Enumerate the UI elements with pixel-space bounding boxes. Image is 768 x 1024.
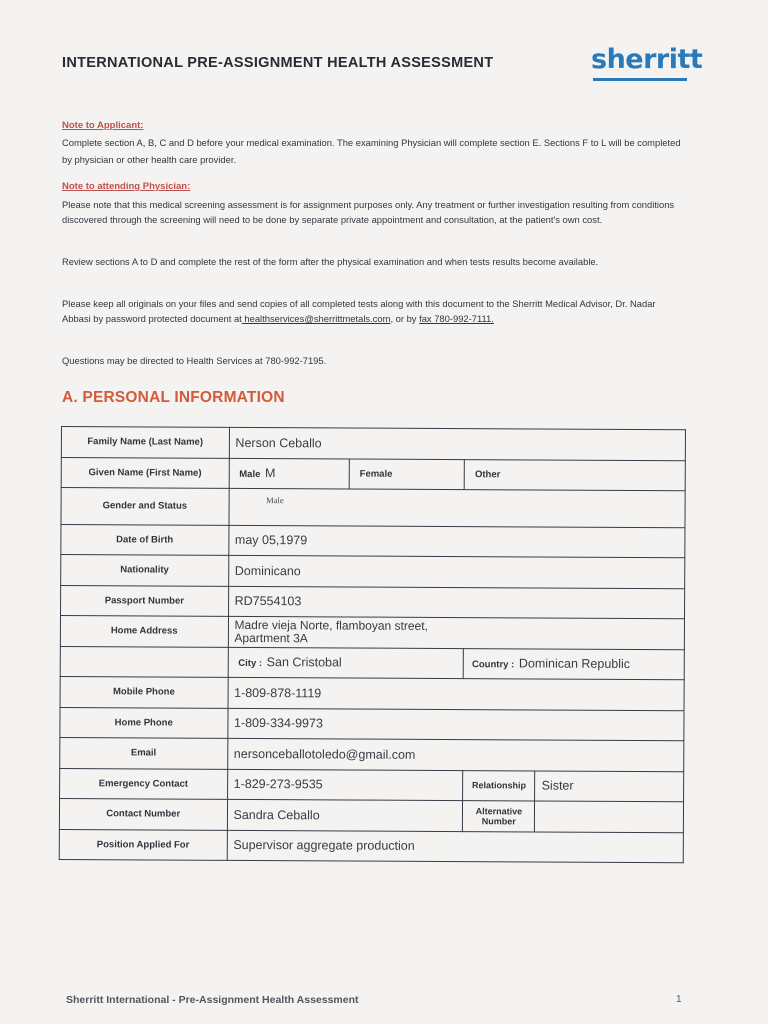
city-label: City : <box>238 658 263 670</box>
country-field[interactable] <box>463 648 684 680</box>
section-a-heading: A. PERSONAL INFORMATION <box>62 389 285 406</box>
table-row <box>60 676 684 710</box>
alternative-number-value <box>535 809 541 823</box>
emergency-contact-value: 1-829-273-9535 <box>233 777 323 792</box>
table-row <box>61 555 685 589</box>
sherritt-logo: sherritt <box>591 44 703 75</box>
emergency-contact-field[interactable] <box>227 769 463 801</box>
address-line-2: Apartment 3A <box>234 630 308 646</box>
mobile-phone-label: Mobile Phone <box>60 676 228 707</box>
city-field[interactable] <box>228 647 464 679</box>
document-title: INTERNATIONAL PRE-ASSIGNMENT HEALTH ASSESSMENT <box>62 55 494 71</box>
dob-field[interactable] <box>228 525 685 558</box>
page-footer: Sherritt International - Pre-Assignment Health Assessment <box>66 994 359 1006</box>
physician-note-text: Please note that this medical screening assessment is for assignment purposes only. Any treatment or further investigation resulting from conditions discovered through the screening will need to be done by separate private appointment and consultation, at the patient's own cost. <box>62 199 675 225</box>
table-row <box>61 585 685 619</box>
nationality-value: Dominicano <box>234 563 301 579</box>
table-row <box>61 427 685 461</box>
given-name-label: Given Name (First Name) <box>61 457 229 488</box>
table-row <box>60 707 684 741</box>
table-row <box>59 798 683 832</box>
mobile-phone-value: 1-809-878-1119 <box>234 685 322 701</box>
nationality-field[interactable] <box>228 555 685 588</box>
contact-number-field[interactable] <box>227 799 463 831</box>
personal-information-table <box>59 426 686 863</box>
home-address-label: Home Address <box>60 616 228 647</box>
home-phone-field[interactable] <box>227 708 684 741</box>
table-row <box>60 768 684 802</box>
female-option-label: Female <box>359 468 393 480</box>
position-value: Supervisor aggregate production <box>233 838 415 854</box>
country-label: Country : <box>471 659 515 671</box>
passport-label: Passport Number <box>61 585 229 616</box>
family-name-label: Family Name (Last Name) <box>61 427 229 458</box>
originals-note-mid: , or by <box>390 313 417 324</box>
gender-status-label: Gender and Status <box>61 488 229 525</box>
address-line-1: Madre vieja Norte, flamboyan street, <box>234 617 428 633</box>
table-row <box>61 488 685 528</box>
contact-number-label: Contact Number <box>59 798 227 829</box>
emergency-contact-label: Emergency Contact <box>60 768 228 799</box>
logo-underline <box>593 78 687 81</box>
table-row <box>61 457 685 491</box>
family-name-value: Nerson Ceballo <box>235 435 322 451</box>
male-option-cell[interactable] <box>229 458 350 489</box>
mobile-phone-field[interactable] <box>228 677 685 710</box>
email-label: Email <box>60 737 228 768</box>
home-phone-value: 1-809-334-9973 <box>233 716 323 731</box>
applicant-note-heading: Note to Applicant: <box>62 120 144 131</box>
review-note-text: Review sections A to D and complete the rest of the form after the physical examination and when tests results become available. <box>62 256 599 267</box>
other-option-label: Other <box>474 468 501 481</box>
fax-number-link[interactable]: fax 780-992-7111. <box>419 313 494 324</box>
relationship-field[interactable] <box>535 770 684 801</box>
originals-note <box>62 296 682 326</box>
male-mark-value: M <box>265 466 276 481</box>
applicant-note-text: Complete section A, B, C and D before your medical examination. The examining Physician will complete section E. Sections F to L will be completed by physician or other health care provider. <box>62 137 681 165</box>
passport-field[interactable] <box>228 586 685 619</box>
home-phone-label: Home Phone <box>60 707 228 738</box>
nationality-label: Nationality <box>61 555 229 586</box>
originals-note-text: Please keep all originals on your files and send copies of all completed tests along with this document to the Sherritt Medical Advisor, Dr. Nadar Abbasi by password protected document at <box>62 298 656 324</box>
country-value: Dominican Republic <box>518 656 631 672</box>
passport-value: RD7554103 <box>234 594 302 609</box>
relationship-value: Sister <box>541 778 574 793</box>
contact-number-value: Sandra Ceballo <box>233 807 320 823</box>
health-services-email-link[interactable]: healthservices@sherrittmetals.com <box>241 313 391 324</box>
relationship-label: Relationship <box>463 770 535 801</box>
city-value: San Cristobal <box>266 655 342 670</box>
email-field[interactable] <box>227 738 684 771</box>
alternative-number-field[interactable] <box>535 801 684 832</box>
blank-label-cell <box>60 646 228 677</box>
table-row <box>60 646 684 680</box>
female-option-cell[interactable] <box>349 459 465 490</box>
table-row <box>61 524 685 558</box>
table-row <box>60 737 684 771</box>
position-field[interactable] <box>227 830 684 863</box>
position-label: Position Applied For <box>59 829 227 860</box>
dob-label: Date of Birth <box>61 524 229 555</box>
home-address-field[interactable] <box>228 616 685 649</box>
dob-value: may 05,1979 <box>234 533 308 548</box>
page-number: 1 <box>676 994 682 1005</box>
table-row <box>60 616 684 650</box>
other-option-cell[interactable] <box>464 459 685 491</box>
table-row <box>59 829 683 863</box>
male-option-label: Male <box>239 469 261 481</box>
family-name-field[interactable] <box>229 427 686 460</box>
email-value: nersonceballotoledo@gmail.com <box>233 746 416 762</box>
gender-status-value: Male <box>266 495 284 506</box>
questions-note-text: Questions may be directed to Health Services at 780-992-7195. <box>62 355 327 366</box>
gender-status-field[interactable] <box>229 488 686 527</box>
physician-note-heading: Note to attending Physician: <box>62 181 191 192</box>
alternative-number-label: Alternative Number <box>463 801 535 832</box>
